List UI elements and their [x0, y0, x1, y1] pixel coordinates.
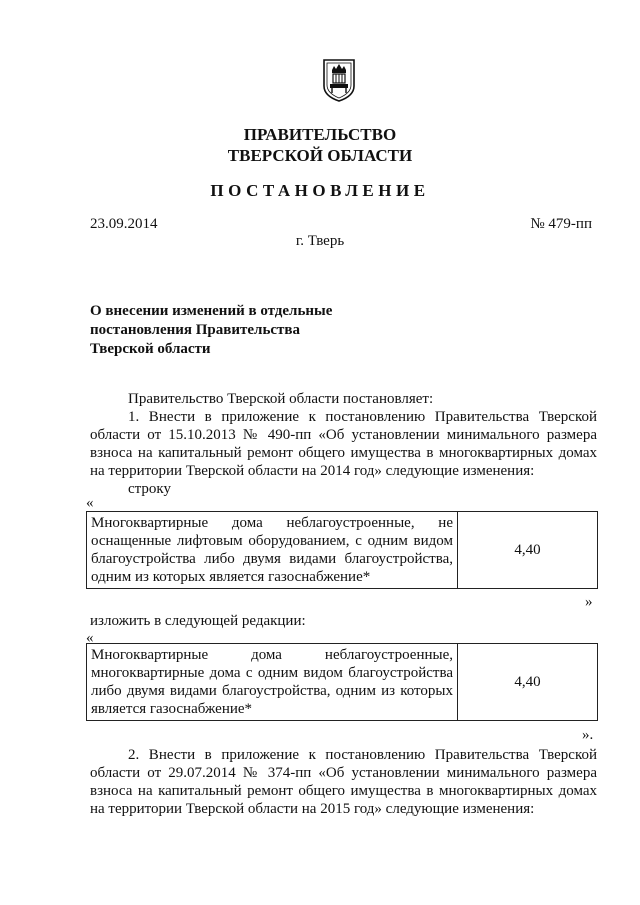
document-date: 23.09.2014: [90, 216, 158, 232]
org-name-line2: ТВЕРСКОЙ ОБЛАСТИ: [227, 146, 413, 165]
subject-line: Тверской области: [90, 341, 211, 357]
org-name-line1: ПРАВИТЕЛЬСТВО: [243, 125, 397, 144]
document-type: ПОСТАНОВЛЕНИЕ: [210, 181, 430, 200]
table-cell-value: 4,40: [458, 512, 598, 589]
open-quote: «: [86, 630, 94, 646]
coat-of-arms-emblem: [322, 58, 356, 102]
table-cell-value: 4,40: [458, 644, 598, 721]
table-cell-description: Многоквартирные дома неблагоустроенные, многоквартирные дома с одним видом благоустройства либо двумя видами благоустройства, одним из которых является газоснабжение*: [87, 644, 458, 721]
document-number: № 479-пп: [530, 216, 592, 232]
original-row-table: [86, 511, 598, 589]
table-cell-description: Многоквартирные дома неблагоустроенные, не оснащенные лифтовым оборудованием, с одним видом благоустройства либо двумя видами благоустройства, одним из которых является газоснабжение*: [87, 512, 458, 589]
item-2-paragraph: 2. Внести в приложение к постановлению Правительства Тверской области от 29.07.2014 № 374-пп «Об установлении минимального размера взноса на капитальный ремонт общего имущества в многоквартирных домах на территории Тверской области на 2015 год» следующие изменения:: [90, 747, 597, 817]
document-city: г. Тверь: [295, 233, 345, 249]
document-subject: [90, 302, 332, 359]
close-quote: ».: [582, 727, 594, 743]
table-row: [87, 512, 598, 589]
open-quote: «: [86, 495, 94, 511]
intro-paragraph: Правительство Тверской области постановляет:: [128, 391, 434, 407]
subject-line: постановления Правительства: [90, 322, 300, 338]
table-row: [87, 644, 598, 721]
item-1-paragraph: 1. Внести в приложение к постановлению Правительства Тверской области от 15.10.2013 № 490-пп «Об установлении минимального размера взноса на капитальный ремонт общего имущества в многоквартирных домах на территории Тверской области на 2014 год» следующие изменения:: [90, 409, 597, 479]
new-row-table: [86, 643, 598, 721]
subject-line: О внесении изменений в отдельные: [90, 303, 333, 319]
restate-paragraph: изложить в следующей редакции:: [90, 613, 306, 629]
close-quote: »: [585, 594, 593, 610]
row-word: строку: [128, 481, 171, 497]
